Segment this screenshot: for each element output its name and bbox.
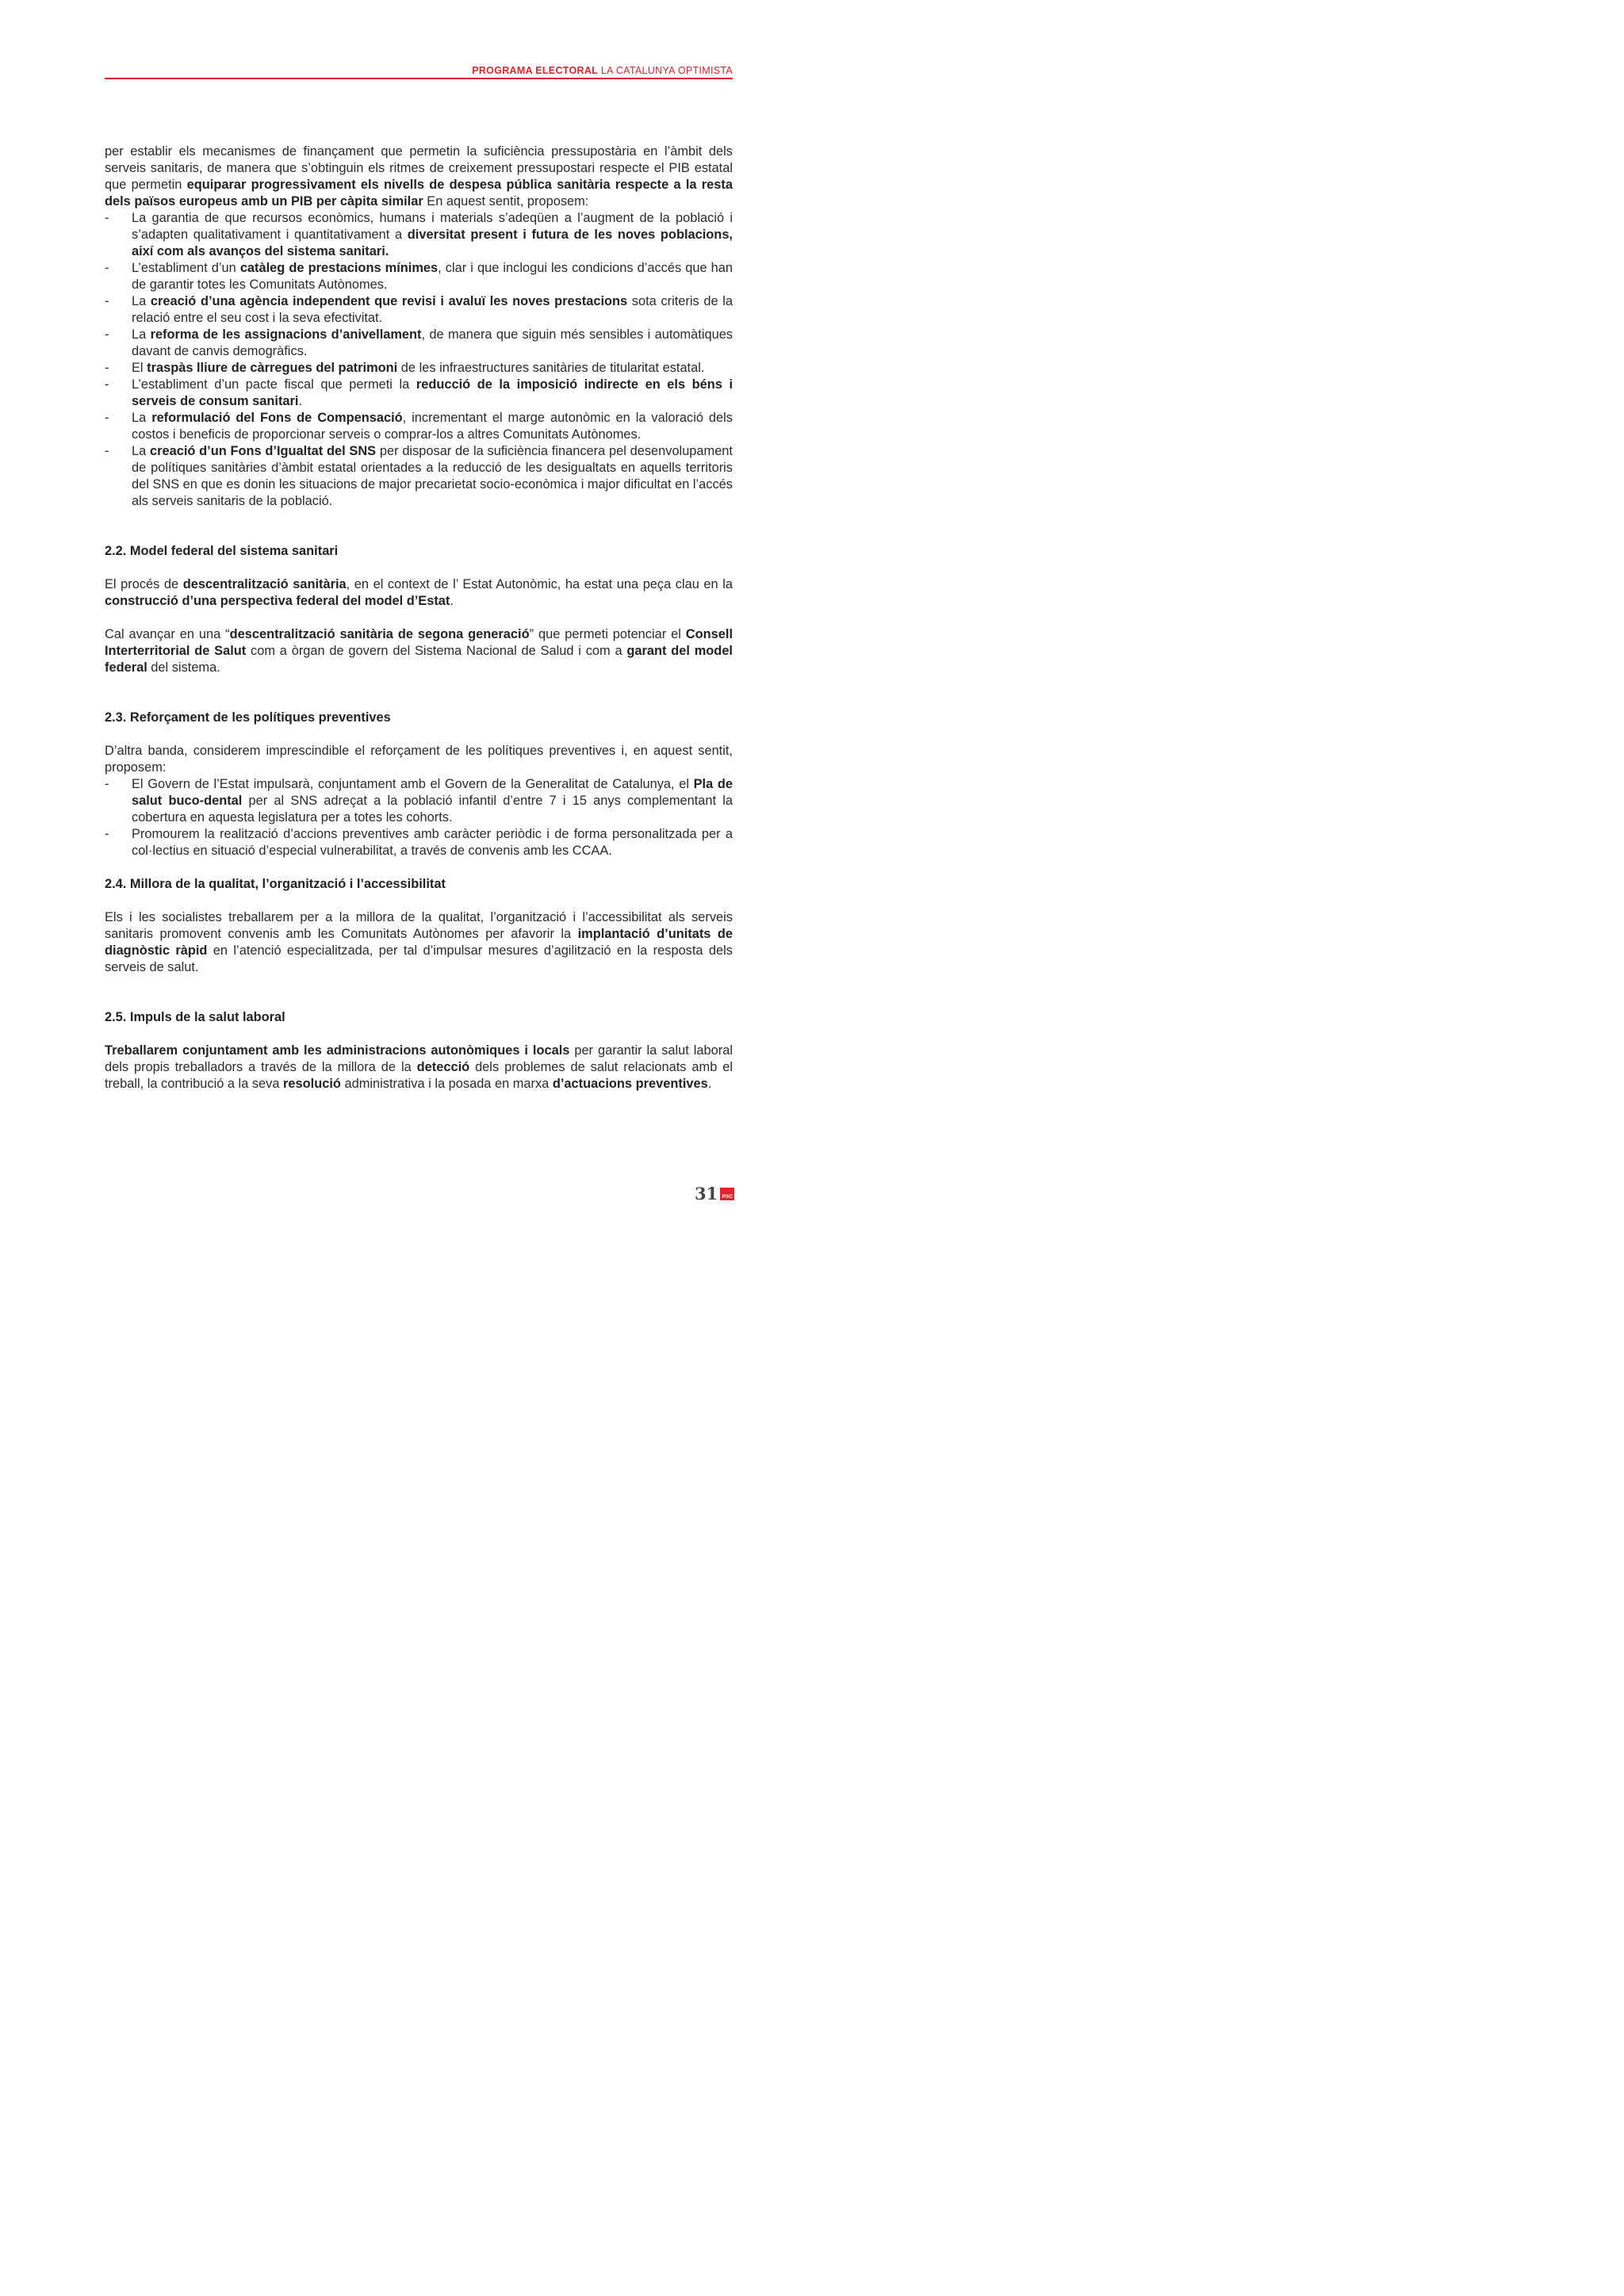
- list-item: - El Govern de l’Estat impulsarà, conjuntament amb el Govern de la Generalitat de Catalunya, el Pla de salut buco-dental per al SNS adreçat a la població infantil d’entre 7 i 15 anys complementant la cobertura en aquesta legislatura per a totes les cohorts.: [105, 776, 733, 826]
- paragraph: Els i les socialistes treballarem per a la millora de la qualitat, l’organització i l’accessibilitat als serveis sanitaris promovent convenis amb les Comunitats Autònomes per afavorir la implantació d’unitats de diagnòstic ràpid en l’atenció especialitzada, per tal d’impulsar mesures d’agilització en la resposta dels serveis de salut.: [105, 910, 733, 974]
- list-item: - La reformulació del Fons de Compensació, incrementant el marge autonòmic en la valoració dels costos i beneficis de proporcionar serveis o comprar-los a altres Comunitats Autònomes.: [105, 410, 733, 443]
- section-heading-2-2: 2.2. Model federal del sistema sanitari: [105, 544, 339, 558]
- header-program-label: PROGRAMA ELECTORAL: [472, 65, 599, 76]
- page-footer: [695, 1185, 734, 1203]
- list-item: - La creació d’una agència independent que revisi i avaluï les noves prestacions sota criteris de la relació entre el seu cost i la seva efectivitat.: [105, 293, 733, 327]
- page-number: 31: [695, 1184, 718, 1203]
- paragraph: D’altra banda, considerem imprescindible el reforçament de les polítiques preventives i, en aquest sentit, proposem:: [105, 744, 733, 775]
- list-item: - Promourem la realització d’accions preventives amb caràcter periòdic i de forma personalitzada per a col·lectius en situació d’especial vulnerabilitat, a través de convenis amb les CCAA.: [105, 826, 733, 859]
- list-item: - La creació d’un Fons d’Igualtat del SNS per disposar de la suficiència financera pel desenvolupament de polítiques sanitàries d’àmbit estatal orientades a la reducció de les desigualtats en aquells territoris del SNS en que es donin les situacions de major precarietat socio-econòmica i major dificultat en l’accés als serveis sanitaris de la població.: [105, 443, 733, 510]
- paragraph: Cal avançar en una “descentralització sanitària de segona generació” que permeti potenciar el Consell Interterritorial de Salut com a òrgan de govern del Sistema Nacional de Salud i com a garant del model federal del sistema.: [105, 627, 733, 675]
- section-heading-2-4: 2.4. Millora de la qualitat, l’organització i l’accessibilitat: [105, 877, 446, 891]
- paragraph: Treballarem conjuntament amb les administracions autonòmiques i locals per garantir la salut laboral dels propis treballadors a través de la millora de la detecció dels problemes de salut relacionats amb el treball, la contribució a la seva resolució administrativa i la posada en marxa d’actuacions preventives.: [105, 1043, 733, 1091]
- list-item: - L’establiment d’un pacte fiscal que permeti la reducció de la imposició indirecte en els béns i serveis de consum sanitari.: [105, 377, 733, 410]
- section-heading-2-5: 2.5. Impuls de la salut laboral: [105, 1010, 285, 1024]
- section-heading-2-3: 2.3. Reforçament de les polítiques preventives: [105, 710, 391, 725]
- paragraph: El procés de descentralització sanitària, en el context de l’ Estat Autonòmic, ha estat una peça clau en la construcció d’una perspectiva federal del model d’Estat.: [105, 577, 733, 608]
- list-item: - La garantia de que recursos econòmics, humans i materials s’adeqüen a l’augment de la població i s’adapten qualitativament i quantitativament a diversitat present i futura de les noves poblacions, així com als avanços del sistema sanitari.: [105, 210, 733, 260]
- list-item: - La reforma de les assignacions d’anivellament, de manera que siguin més sensibles i automàtiques davant de canvis demogràfics.: [105, 327, 733, 360]
- page-content: [105, 144, 733, 1093]
- psc-logo: PSC: [720, 1188, 734, 1200]
- list-item: - L’establiment d’un catàleg de prestacions mínimes, clar i que inclogui les condicions d’accés que han de garantir totes les Comunitats Autònomes.: [105, 260, 733, 293]
- header-rule: [105, 78, 733, 79]
- list-item: - El traspàs lliure de càrregues del patrimoni de les infraestructures sanitàries de titularitat estatal.: [105, 360, 733, 377]
- financing-proposals-list: [105, 210, 733, 510]
- intro-paragraph: per establir els mecanismes de finançament que permetin la suficiència pressupostària en l’àmbit dels serveis sanitaris, de manera que s’obtinguin els ritmes de creixement pressupostari respecte el PIB estatal que permetin equiparar progressivament els nivells de despesa pública sanitària respecte a la resta dels països europeus amb un PIB per càpita similar En aquest sentit, proposem:: [105, 144, 733, 209]
- prevention-proposals-list: [105, 776, 733, 859]
- header-title: LA CATALUNYA OPTIMISTA: [598, 65, 733, 76]
- running-header: [105, 65, 733, 76]
